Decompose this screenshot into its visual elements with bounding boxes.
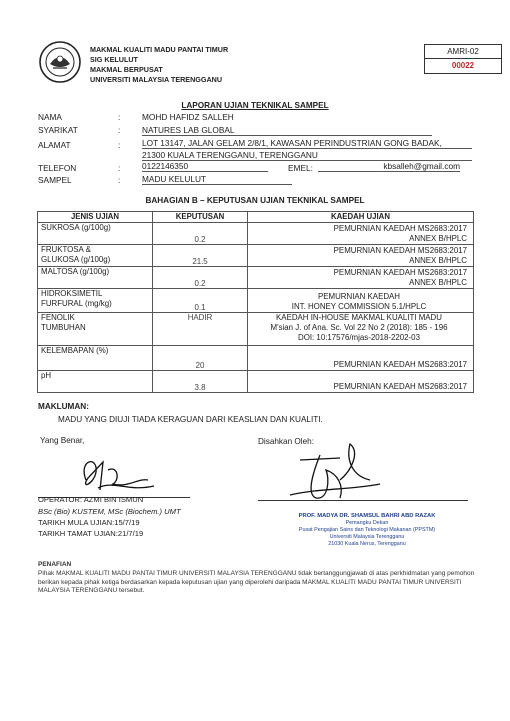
keputusan-cell: HADIR [153, 313, 248, 346]
emel-label: EMEL: [288, 163, 313, 173]
lab-header-line: MAKMAL BERPUSAT [90, 65, 163, 74]
nama-label: NAMA [38, 112, 62, 122]
column-header: KAEDAH UJIAN [248, 212, 474, 223]
disclaimer-title: PENAFIAN [38, 561, 72, 568]
table-header-row [38, 212, 474, 223]
cell-text: PEMURNIAN KAEDAH MS2683:2017 [333, 382, 467, 391]
cell-text: PEMURNIAN KAEDAH MS2683:2017 [333, 224, 467, 233]
alamat-line-2: 21300 KUALA TERENGGANU, TERENGGANU [142, 150, 472, 161]
disclaimer-text: Pihak MAKMAL KUALITI MADU PANTAI TIMUR UNIVERSITI MALAYSIA TERENGGANU tidak bertanggungjawab di atas perkhidmatan yang pemohon berikan kepada pihak ketiga berdasarkan kepada keputusan ujian yang diperolehi daripada MAKMAL KUALITI MADU PANTAI TIMUR UNIVERSITI MALAYSIA TERENGGANU tersebut. [38, 569, 475, 595]
table-row [38, 223, 474, 245]
cell-text: SUKROSA (g/100g) [41, 223, 111, 232]
lab-header-line: UNIVERSITI MALAYSIA TERENGGANU [90, 75, 223, 84]
university-seal-logo [38, 40, 82, 84]
cell-text: pH [41, 371, 52, 380]
cell-text: DOI: 10:17576/mjas-2018-2202-03 [298, 333, 420, 342]
sampel-label: SAMPEL [38, 175, 72, 185]
operator-name: OPERATOR: AZMI BIN ISMUN [38, 495, 144, 504]
table-row [38, 346, 474, 371]
serial-number: 00022 [451, 61, 475, 70]
alamat-label: ALAMAT [38, 140, 71, 150]
cell-text: INT. HONEY COMMISSION 5.1/HPLC [291, 302, 427, 311]
telefon-label: TELEFON [38, 163, 77, 173]
keputusan-cell: 3.8 [153, 371, 248, 393]
sampel-value: MADU KELULUT [142, 174, 292, 185]
cell-text: M'sian J. of Ana. Sc. Vol 22 No 2 (2018): 185 - 196 [270, 323, 448, 332]
cell-text: PEMURNIAN KAEDAH MS2683:2017 [333, 268, 467, 277]
form-code-box [424, 44, 502, 74]
cell-text: FENOLIK [41, 313, 75, 322]
column-header: KEPUTUSAN [153, 212, 248, 223]
lab-header [90, 45, 228, 85]
telefon-value: 0122146350 [142, 161, 268, 172]
table-row [38, 267, 474, 289]
colon: : [118, 163, 121, 173]
operator-signature [58, 450, 198, 500]
cell-text: KELEMBAPAN (%) [41, 346, 109, 355]
colon: : [118, 140, 121, 150]
column-header: JENIS UJIAN [38, 212, 153, 223]
keputusan-cell: 0.2 [153, 223, 248, 245]
cell-text: FURFURAL (mg/kg) [41, 299, 112, 308]
cell-text: ANNEX B/HPLC [409, 256, 467, 265]
stamp-university: Universiti Malaysia Terengganu [329, 534, 405, 540]
kaedah-cell [248, 289, 474, 313]
cell-text: PEMURNIAN KAEDAH MS2683:2017 [333, 246, 467, 255]
stamp-department: Pusat Pengajian Sains dan Teknologi Makanan (PPSTM) [298, 527, 436, 533]
kaedah-cell [248, 245, 474, 267]
keputusan-cell: 20 [153, 346, 248, 371]
results-table [37, 211, 474, 393]
tarikh-mula: TARIKH MULA UJIAN:15/7/19 [38, 518, 140, 527]
syarikat-value: NATURES LAB GLOBAL [142, 125, 432, 136]
keputusan-cell: 0.2 [153, 267, 248, 289]
lab-header-line: SIG KELULUT [90, 55, 138, 64]
cell-text: KAEDAH IN-HOUSE MAKMAL KUALITI MADU [276, 313, 442, 322]
report-title: LAPORAN UJIAN TEKNIKAL SAMPEL [181, 101, 329, 110]
cell-text: TUMBUHAN [41, 323, 86, 332]
jenis-ujian-cell [38, 346, 153, 371]
jenis-ujian-cell [38, 245, 153, 267]
kaedah-cell [248, 267, 474, 289]
cell-text: ANNEX B/HPLC [409, 278, 467, 287]
jenis-ujian-cell [38, 223, 153, 245]
kaedah-cell [248, 223, 474, 245]
alamat-line-1: LOT 13147, JALAN GELAM 2/8/1, KAWASAN PERINDUSTRIAN GONG BADAK, [142, 138, 472, 149]
cell-text: GLUKOSA (g/100g) [41, 255, 111, 264]
colon: : [118, 175, 121, 185]
jenis-ujian-cell [38, 267, 153, 289]
section-title: BAHAGIAN B – KEPUTUSAN UJIAN TEKNIKAL SAMPEL [145, 196, 365, 205]
disahkan-text: Disahkan Oleh: [258, 437, 314, 446]
keputusan-cell: 0.1 [153, 289, 248, 313]
operator-qualification: BSc (Bio) KUSTEM, MSc (Biochem.) UMT [38, 507, 181, 516]
stamp-address: 21030 Kuala Nerus, Terengganu [328, 541, 406, 547]
table-row [38, 371, 474, 393]
jenis-ujian-cell [38, 289, 153, 313]
cell-text: FRUKTOSA & [41, 245, 91, 254]
approver-signature [280, 440, 390, 508]
lab-header-line: MAKMAL KUALITI MADU PANTAI TIMUR [90, 45, 229, 54]
disclaimer [38, 561, 478, 596]
jenis-ujian-cell [38, 313, 153, 346]
cell-text: HIDROKSIMETIL [41, 289, 103, 298]
table-row [38, 313, 474, 346]
stamp-name: PROF. MADYA DR. SHAMSUL BAHRI ABD RAZAK [298, 513, 436, 519]
cell-text: PEMURNIAN KAEDAH MS2683:2017 [333, 360, 467, 369]
yang-benar-text: Yang Benar, [40, 436, 85, 445]
colon: : [118, 125, 121, 135]
official-stamp [262, 513, 472, 548]
syarikat-label: SYARIKAT [38, 125, 78, 135]
emel-value: kbsalleh@gmail.com [318, 161, 460, 172]
tarikh-tamat: TARIKH TAMAT UJIAN:21/7/19 [38, 529, 144, 538]
makluman-text: MADU YANG DIUJI TIADA KERAGUAN DARI KEASLIAN DAN KUALITI. [58, 415, 323, 424]
keputusan-cell: 21.5 [153, 245, 248, 267]
approver-signature-line [258, 500, 468, 501]
table-row [38, 245, 474, 267]
cell-text: ANNEX B/HPLC [409, 234, 467, 243]
jenis-ujian-cell [38, 371, 153, 393]
stamp-title: Pemangku Dekan [345, 520, 389, 526]
table-row [38, 289, 474, 313]
kaedah-cell [248, 346, 474, 371]
makluman-label: MAKLUMAN: [38, 402, 89, 411]
form-code: AMRI-02 [425, 45, 501, 59]
colon: : [118, 112, 121, 122]
kaedah-cell [248, 371, 474, 393]
kaedah-cell [248, 313, 474, 346]
cell-text: PEMURNIAN KAEDAH [318, 292, 400, 301]
cell-text: MALTOSA (g/100g) [41, 267, 110, 276]
nama-value: MOHD HAFIDZ SALLEH [142, 112, 234, 122]
